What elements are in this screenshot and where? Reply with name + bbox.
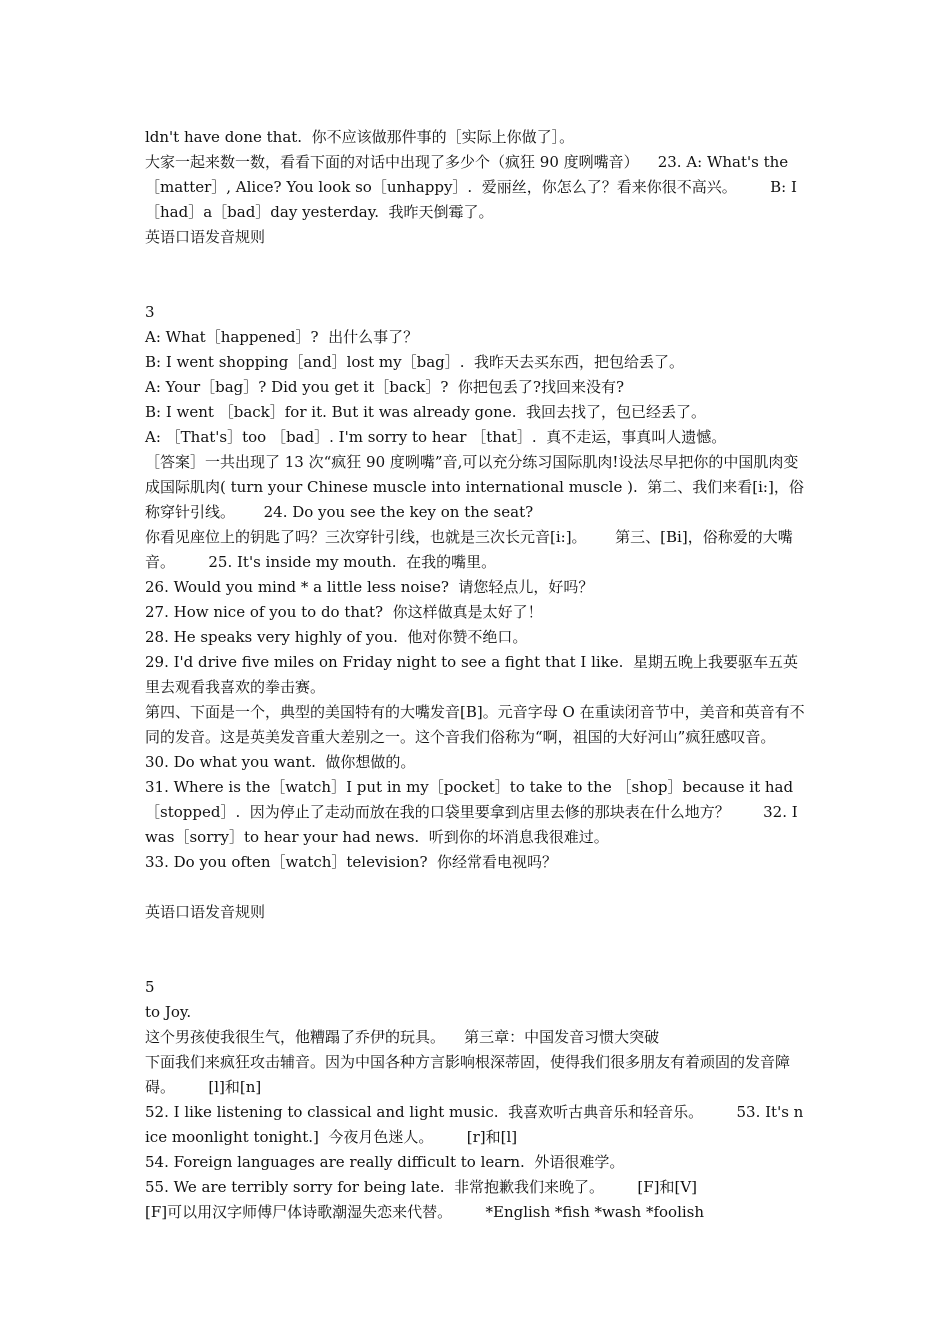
page-number: 3 [145, 303, 155, 321]
example-sentence: 54. Foreign languages are really difficult to learn. 外语很难学。 [145, 1153, 625, 1171]
example-sentence: 29. I'd drive five miles on Friday night to see a fight that I like. 星期五晚上我要驱车五英里去观看我喜欢的拳击赛。 [145, 653, 798, 696]
text-line: 这个男孩使我很生气，他糟蹋了乔伊的玩具。 第三章：中国发音习惯大突破 [145, 1028, 660, 1046]
example-sentence: 55. We are terribly sorry for being late. 非常抱歉我们来晚了。 [F]和[V] [145, 1178, 698, 1196]
text-paragraph: 你看见座位上的钥匙了吗？三次穿针引线，也就是三次长元音[i:]。 第三、[Bi]，俗称爱的大嘴音。 25. It's inside my mouth. 在我的嘴里。 [145, 528, 793, 571]
answer-paragraph: ［答案］一共出现了 13 次“疯狂 90 度咧嘴”音,可以充分练习国际肌肉!设法尽早把你的中国肌肉变成国际肌肉( turn your Chinese muscle into international muscle ). 第二、我们来看[i:]，俗称穿针引线。 24. Do you see the key on the seat? [145, 453, 804, 521]
example-sentence: 28. He speaks very highly of you. 他对你赞不绝口。 [145, 628, 528, 646]
example-sentence: 33. Do you often［watch］television? 你经常看电视吗？ [145, 853, 558, 871]
dialogue-line: A: ［That's］too ［bad］. I'm sorry to hear ［that］. 真不走运，事真叫人遗憾。 [145, 428, 727, 446]
dialogue-line: B: I went ［back］for it. But it was already gone. 我回去找了，包已经丢了。 [145, 403, 706, 421]
document-body [145, 125, 807, 1225]
spacer [145, 875, 807, 900]
example-sentence: 52. I like listening to classical and light music. 我喜欢听古典音乐和轻音乐。 53. It's nice moonlight tonight.] 今夜月色迷人。 [r]和[l] [145, 1103, 804, 1146]
text-line: ldn't have done that. 你不应该做那件事的［实际上你做了］。 [145, 128, 575, 146]
example-sentence: 27. How nice of you to do that? 你这样做真是太好了！ [145, 603, 543, 621]
page-number: 5 [145, 978, 155, 996]
example-sentence: 31. Where is the［watch］I put in my［pocket］to take to the ［shop］because it had［stopped］. 因为停止了走动而放在我的口袋里要拿到店里去修的那块表在什么地方？ 32. I was［sorry］to hear your had news. 听到你的坏消息我很难过。 [145, 778, 803, 846]
section-heading: 英语口语发音规则 [145, 228, 266, 246]
example-sentence: 26. Would you mind * a little less noise? 请您轻点儿，好吗？ [145, 578, 594, 596]
spacer [145, 250, 807, 300]
dialogue-intro-paragraph: 大家一起来数一数，看看下面的对话中出现了多少个（疯狂 90 度咧嘴音） 23. A: What's the［matter］, Alice? You look so［unhappy］. 爱丽丝，你怎么了？看来你很不高兴。 B: I ［had］a［bad］day yesterday. 我昨天倒霉了。 [145, 153, 802, 221]
text-line: to Joy. [145, 1003, 192, 1021]
dialogue-line: A: What［happened］? 出什么事了？ [145, 328, 419, 346]
dialogue-line: A: Your［bag］? Did you get it［back］? 你把包丢了?找回来没有? [145, 378, 624, 396]
text-line: [F]可以用汉字师傅尸体诗歌潮湿失恋来代替。 *English *fish *wash *foolish [145, 1203, 705, 1221]
text-paragraph: 下面我们来疯狂攻击辅音。因为中国各种方言影响根深蒂固，使得我们很多朋友有着顽固的发音障碍。 [l]和[n] [145, 1053, 791, 1096]
dialogue-line: B: I went shopping［and］lost my［bag］. 我昨天去买东西，把包给丢了。 [145, 353, 685, 371]
text-paragraph: 第四、下面是一个，典型的美国特有的大嘴发音[B]。元音字母 O 在重读闭音节中，美音和英音有不同的发音。这是英美发音重大差别之一。这个音我们俗称为“啊，祖国的大好河山”疯狂感叹音。 30. Do what you want. 做你想做的。 [145, 703, 809, 771]
section-heading: 英语口语发音规则 [145, 903, 266, 921]
spacer [145, 925, 807, 975]
